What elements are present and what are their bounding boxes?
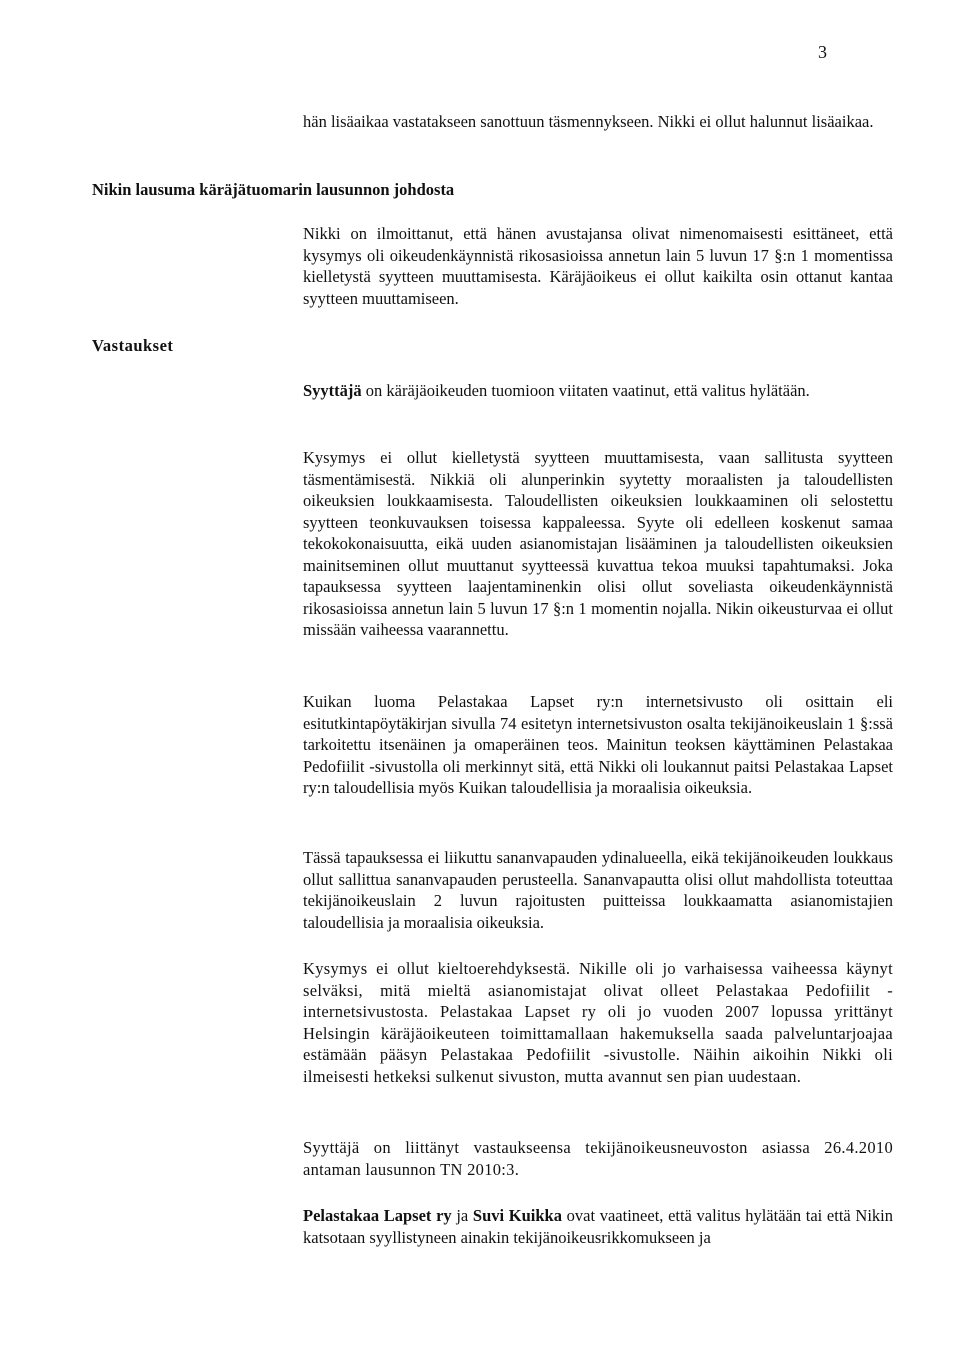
answers-label: Vastaukset [92, 336, 174, 355]
prosecutor-claim-text: on käräjäoikeuden tuomioon viitaten vaatinut, että valitus hylätään. [361, 381, 810, 400]
party-pelastakaa-lapset: Pelastakaa Lapset ry [303, 1206, 452, 1225]
final-paragraph [303, 1205, 893, 1248]
party-suvi-kuikka: Suvi Kuikka [472, 1206, 562, 1225]
intro-paragraph: hän lisäaikaa vastatakseen sanottuun täsmennykseen. Nikki ei ollut halunnut lisäaikaa. [303, 112, 874, 131]
page-number: 3 [818, 42, 827, 62]
final-text: ovat vaatineet, että valitus hylätään tai että Nikin katsotaan syyllistyneen ainakin tekijänoikeusrikkomukseen ja [303, 1206, 893, 1247]
body-paragraph-4: Kysymys ei ollut kieltoerehdyksestä. Nikille oli jo varhaisessa vaiheessa käynyt selväksi, mitä mieltä asianomistajat olivat olleet Pelastakaa Pedofiilit -internetsivustosta. Pelastakaa Lapset ry oli jo vuoden 2007 lopussa yrittänyt Helsingin käräjäoikeuteen toimittamallaan hakemuksella saada palveluntarjoajaa estämään pääsyn Pelastakaa Pedofiilit -sivustolle. Näihin aikoihin Nikki oli ilmeisesti hetkeksi sulkenut sivuston, mutta avannut sen pian uudestaan. [303, 959, 893, 1086]
body-paragraph-2: Kuikan luoma Pelastakaa Lapset ry:n internetsivusto oli osittain eli esitutkintapöytäkirjan sivulla 74 esitetyn internetsivuston osalta tekijänoikeuslain 1 §:ssä tarkoitettu itsenäinen ja omaperäinen teos. Mainitun teoksen käyttäminen Pelastakaa Pedofiilit -sivustolla oli merkinnyt sitä, että Nikki oli loukannut paitsi Pelastakaa Lapset ry:n taloudellisia myös Kuikan taloudellisia ja moraalisia oikeuksia. [303, 692, 893, 797]
prosecutor-claim-paragraph [303, 380, 893, 402]
prosecutor-name: Syyttäjä [303, 381, 362, 400]
section-heading: Nikin lausuma käräjätuomarin lausunnon johdosta [92, 180, 455, 199]
body-paragraph-3: Tässä tapauksessa ei liikuttu sananvapauden ydinalueella, eikä tekijänoikeuden loukkaus ollut sallittua sananvapauden perusteella. Sananvapautta olisi ollut mahdollista toteuttaa tekijänoikeuslain 2 luvun rajoitusten puitteissa loukkaamatta asianomistajien taloudellisia ja moraalisia oikeuksia. [303, 848, 893, 932]
nikki-statement-paragraph: Nikki on ilmoittanut, että hänen avustajansa olivat nimenomaisesti esittäneet, että kysymys oli oikeudenkäynnistä rikosasioissa annetun lain 5 luvun 17 §:n 1 momentissa kielletystä syytteen muuttamisesta. Käräjäoikeus ei ollut kaikilta osin ottanut kantaa syytteen muuttamiseen. [303, 224, 893, 308]
conjunction: ja [451, 1206, 473, 1225]
body-paragraph-1: Kysymys ei ollut kielletystä syytteen muuttamisesta, vaan sallitusta syytteen täsmentämisestä. Nikkiä oli alunperinkin syytetty moraalisten ja taloudellisten oikeuksien loukkaamisesta. Taloudellisten oikeuksien loukkaaminen oli selostettu syytteen teonkuvauksen toisessa kappaleessa. Syyte oli edelleen koskenut samaa tekokokonaisuutta, eikä uuden asianomistajan lisääminen ja taloudellisten oikeuksien mainitseminen ollut muuttanut syytteessä kuvattua tekoa muuksi tapahtumaksi. Joka tapauksessa syytteen laajentaminenkin olisi ollut soveliasta oikeudenkäynnistä rikosasioissa annetun lain 5 luvun 17 §:n 1 momentin nojalla. Nikin oikeusturvaa ei ollut missään vaiheessa vaarannettu. [303, 448, 893, 639]
body-paragraph-5: Syyttäjä on liittänyt vastaukseensa tekijänoikeusneuvoston asiassa 26.4.2010 antaman lausunnon TN 2010:3. [303, 1138, 893, 1179]
